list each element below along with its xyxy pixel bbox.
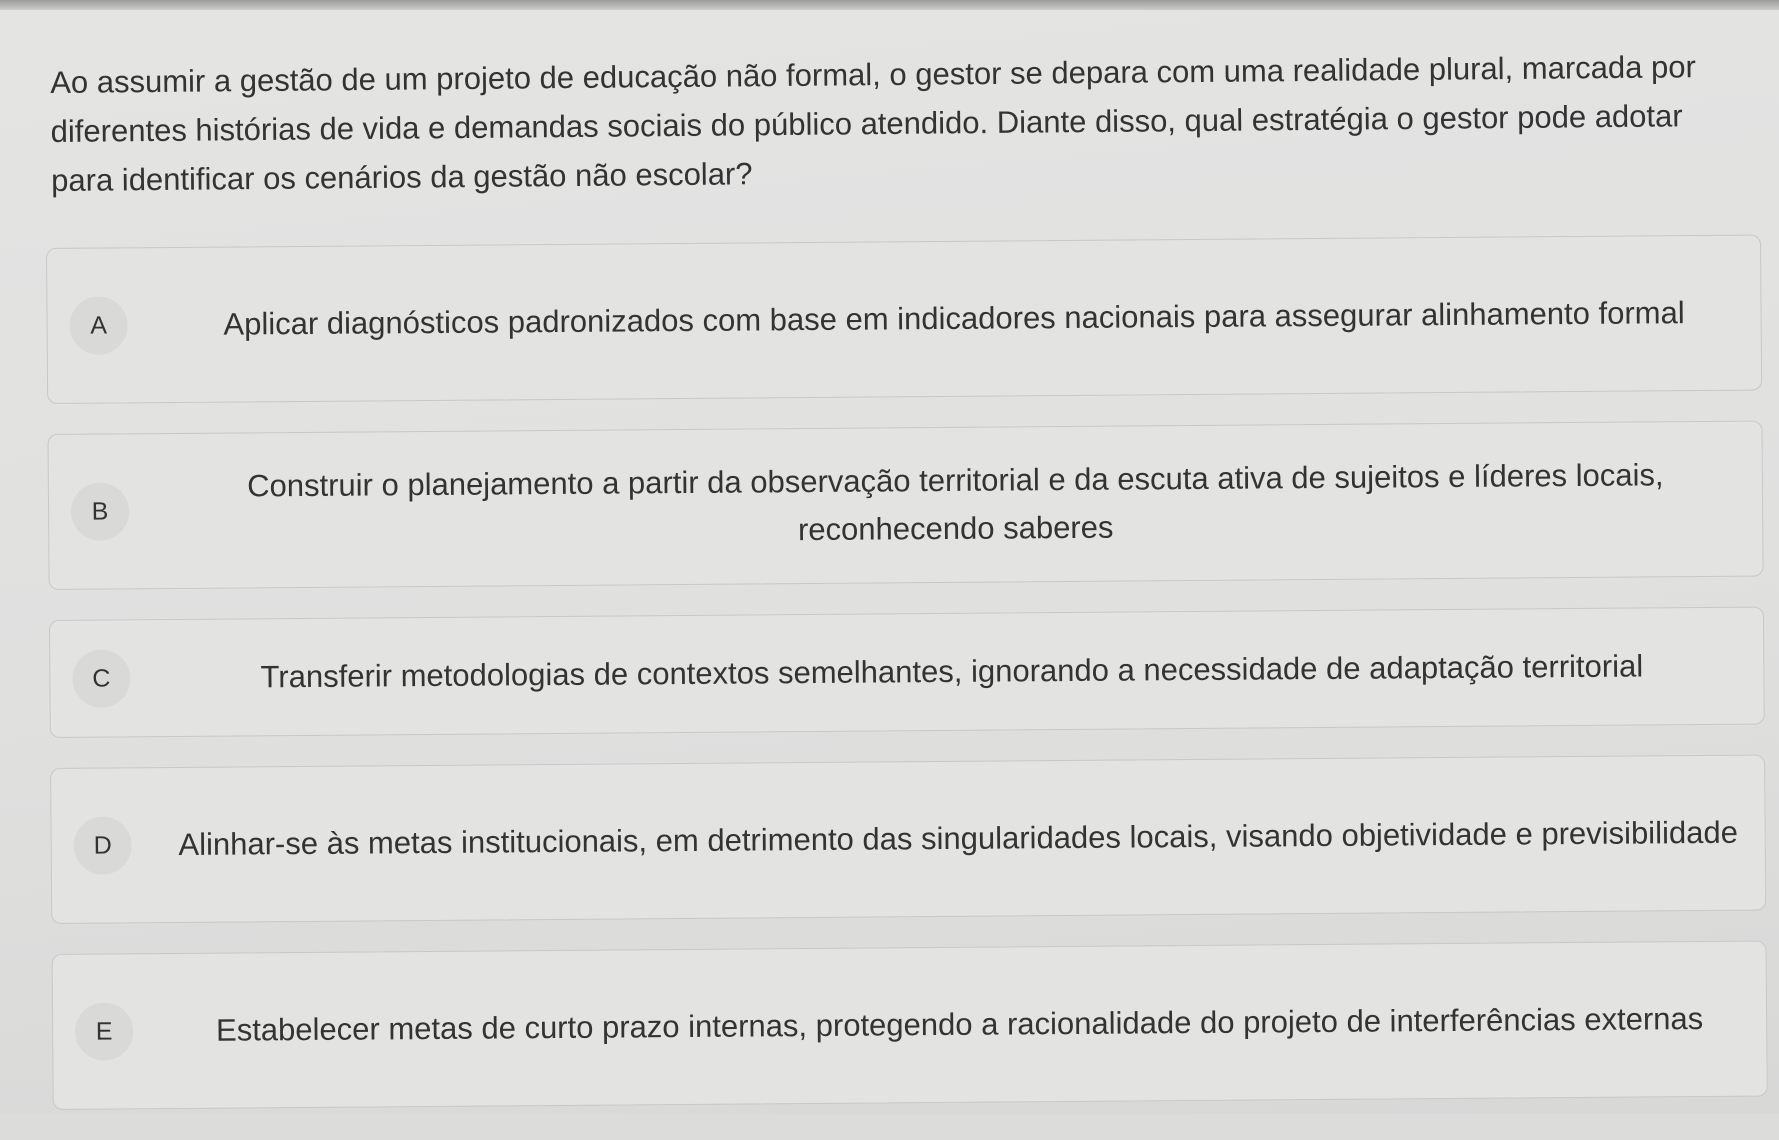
option-text-d: Alinhar-se às metas institucionais, em detrimento das singularidades locais, visando objetividade e previsibilidade <box>178 814 1738 862</box>
option-letter-b: B <box>71 482 129 540</box>
question-page <box>0 10 1779 1114</box>
option-a[interactable] <box>46 235 1762 404</box>
option-text-b: Construir o planejamento a partir da observação territorial e da escuta ativa de sujeitos e líderes locais, reconhecendo saberes <box>247 457 1664 548</box>
option-text-e: Estabelecer metas de curto prazo internas, protegendo a racionalidade do projeto de interferências externas <box>215 1001 1704 1048</box>
option-text-c: Transferir metodologias de contextos semelhantes, ignorando a necessidade de adaptação territorial <box>260 648 1644 695</box>
option-e[interactable] <box>52 941 1768 1110</box>
option-letter-c: C <box>72 649 130 707</box>
option-c[interactable] <box>49 607 1765 738</box>
answer-options <box>46 235 1768 1140</box>
question-text: Ao assumir a gestão de um projeto de educação não formal, o gestor se depara com uma realidade plural, marcada por diferentes histórias de vida e demandas sociais do público atendido. Diante disso, qual estratégia o gestor pode adotar para identificar os cenários da gestão não escolar? <box>50 49 1696 198</box>
option-b[interactable] <box>47 421 1763 590</box>
option-letter-e: E <box>75 1002 133 1060</box>
option-letter-a: A <box>69 296 127 354</box>
option-d[interactable] <box>50 755 1766 924</box>
option-letter-d: D <box>73 816 131 874</box>
option-text-a: Aplicar diagnósticos padronizados com base em indicadores nacionais para assegurar alinhamento formal <box>223 295 1685 342</box>
